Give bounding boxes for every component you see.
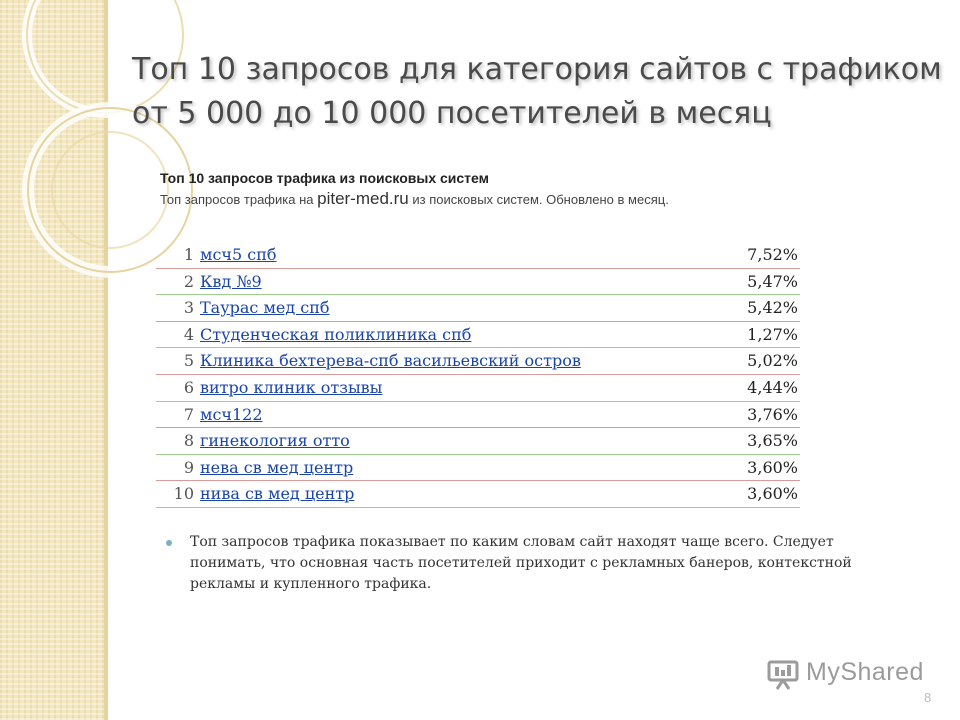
query-rank: 10 — [173, 484, 194, 504]
query-row — [156, 269, 800, 296]
query-link[interactable]: Таурас мед спб — [200, 298, 330, 318]
query-row — [156, 375, 800, 402]
query-link[interactable]: Квд №9 — [200, 271, 262, 291]
myshared-logo — [766, 656, 936, 696]
query-share: 5,47% — [747, 271, 798, 291]
widget-sub-text-after: из поисковых систем. Обновлено в месяц. — [408, 192, 669, 207]
query-share: 5,42% — [747, 298, 798, 318]
query-rank: 2 — [183, 271, 194, 291]
query-row — [156, 322, 800, 349]
query-rank: 6 — [183, 377, 194, 397]
query-rank: 4 — [183, 324, 194, 344]
site-domain: piter-med.ru — [317, 189, 409, 208]
query-share: 3,60% — [747, 484, 798, 504]
query-link[interactable]: мсч5 спб — [200, 245, 277, 264]
query-row — [156, 481, 800, 508]
query-table — [156, 242, 800, 508]
widget-heading: Топ 10 запросов трафика из поисковых систем — [160, 170, 489, 186]
query-rank: 8 — [183, 431, 194, 451]
query-row — [156, 348, 800, 375]
widget-subheading — [160, 189, 669, 209]
query-row — [156, 455, 800, 482]
query-row — [156, 295, 800, 322]
query-share: 5,02% — [747, 351, 798, 371]
query-share: 4,44% — [747, 377, 798, 397]
query-row — [156, 402, 800, 429]
query-rank: 1 — [183, 245, 194, 264]
page-number: 8 — [924, 690, 932, 705]
query-share: 3,65% — [747, 431, 798, 451]
query-share: 1,27% — [747, 324, 798, 344]
query-link[interactable]: мсч122 — [200, 404, 263, 424]
query-rank: 5 — [183, 351, 194, 371]
query-row — [156, 428, 800, 455]
query-link[interactable]: витро клиник отзывы — [200, 377, 383, 397]
widget-sub-text-before: Топ запросов трафика на — [160, 192, 318, 207]
logo-text: MyShared — [806, 658, 924, 686]
query-row — [156, 242, 800, 269]
presentation-board-icon — [766, 658, 800, 690]
query-share: 3,76% — [747, 404, 798, 424]
query-rank: 7 — [183, 404, 194, 424]
query-rank: 3 — [183, 298, 194, 318]
note-text: Топ запросов трафика показывает по каким словам сайт находят чаще всего. Следует понимать, что основная часть посетителей приходит с рекламных банеров, контекстной рекламы и купленного трафика. — [190, 534, 852, 592]
query-share: 3,60% — [747, 457, 798, 477]
query-link[interactable]: Клиника бехтерева-спб васильевский остров — [200, 351, 581, 371]
query-link[interactable]: нева св мед центр — [200, 457, 354, 477]
slide-title: Топ 10 запросов для категория сайтов с трафиком от 5 000 до 10 000 посетителей в месяц — [132, 52, 942, 131]
query-link[interactable]: нива св мед центр — [200, 484, 355, 504]
query-link[interactable]: гинекология отто — [200, 431, 350, 451]
deco-ring-inner — [52, 132, 168, 248]
bullet-icon — [166, 540, 172, 546]
query-link[interactable]: Студенческая поликлиника спб — [200, 324, 472, 344]
query-rank: 9 — [183, 457, 194, 477]
query-share: 7,52% — [747, 245, 798, 264]
